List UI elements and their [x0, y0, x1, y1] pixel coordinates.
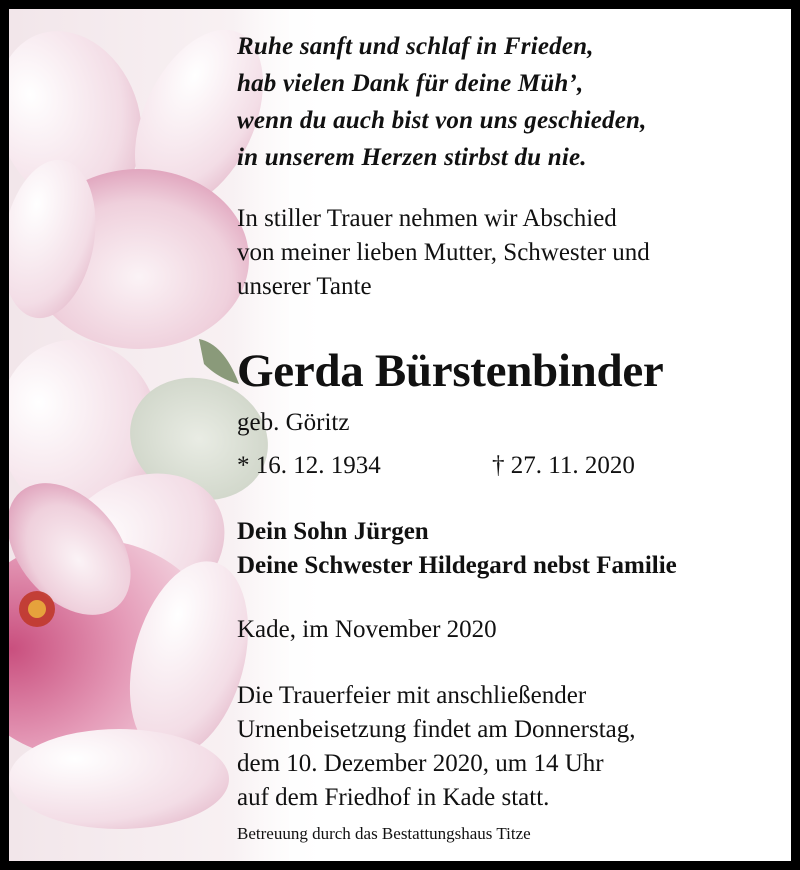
funeral-line: auf dem Friedhof in Kade statt.: [237, 784, 550, 811]
deceased-name: Gerda Bürstenbinder: [237, 345, 664, 397]
mourner-line: Deine Schwester Hildegard nebst Familie: [237, 552, 677, 579]
intro-line: unserer Tante: [237, 273, 372, 300]
intro-line: In stiller Trauer nehmen wir Abschied: [237, 205, 617, 232]
poem-line: wenn du auch bist von uns geschieden,: [237, 107, 647, 134]
intro-line: von meiner lieben Mutter, Schwester und: [237, 239, 650, 266]
birth-date: * 16. 12. 1934: [237, 452, 381, 479]
poem-line: in unserem Herzen stirbst du nie.: [237, 144, 587, 171]
mourner-line: Dein Sohn Jürgen: [237, 518, 429, 545]
place-date: Kade, im November 2020: [237, 616, 497, 643]
undertaker-note: Betreuung durch das Bestattungshaus Titze: [237, 824, 531, 843]
poem-line: Ruhe sanft und schlaf in Frieden,: [237, 33, 594, 60]
funeral-line: Die Trauerfeier mit anschließender: [237, 682, 587, 709]
poem-line: hab vielen Dank für deine Müh’,: [237, 70, 584, 97]
funeral-line: dem 10. Dezember 2020, um 14 Uhr: [237, 750, 604, 777]
death-date: † 27. 11. 2020: [492, 452, 635, 479]
funeral-line: Urnenbeisetzung findet am Donnerstag,: [237, 716, 636, 743]
maiden-name: geb. Göritz: [237, 409, 350, 436]
